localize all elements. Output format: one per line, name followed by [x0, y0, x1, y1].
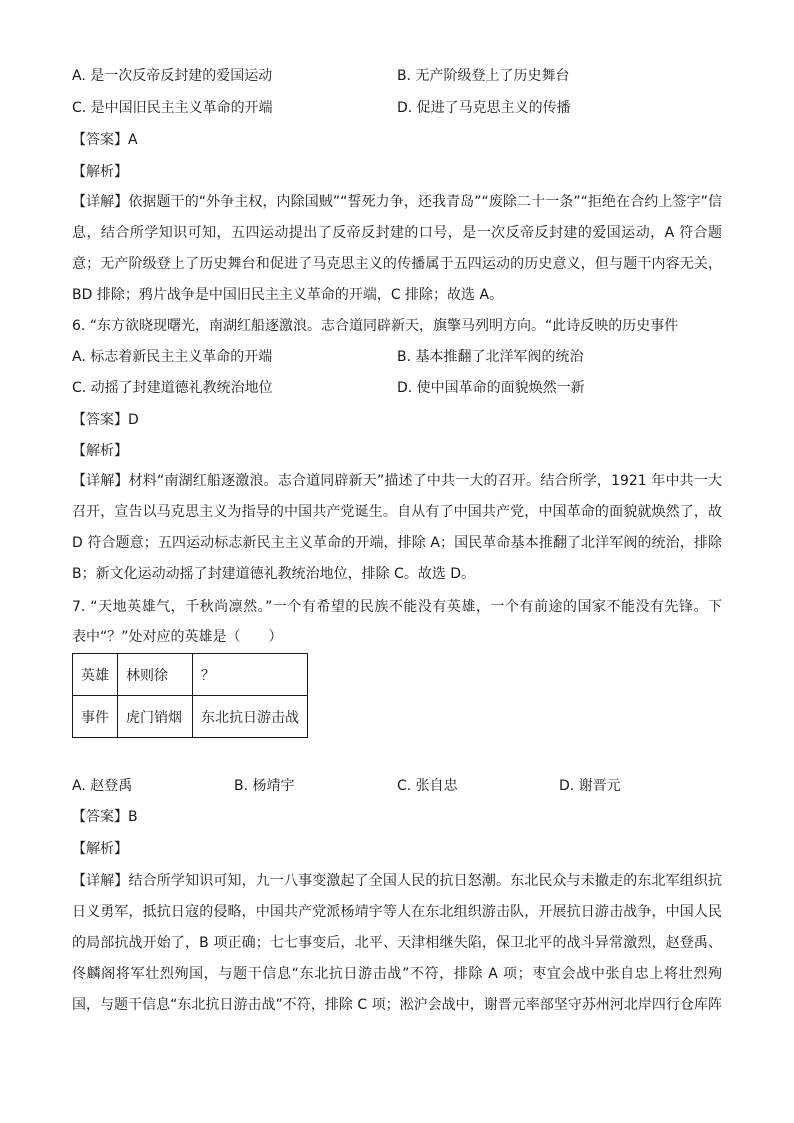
q5-option-d: D. 促进了马克思主义的传播: [397, 100, 571, 116]
q6-detail-line-3: D 符合题意；五四运动标志新民主主义革命的开端，排除 A；国民革命基本推翻了北洋军阀的统治，排除: [72, 535, 722, 551]
q7-analysis-label: 【解析】: [72, 841, 128, 857]
table-cell: 东北抗日游击战: [193, 696, 308, 738]
table-cell: 虎门销烟: [118, 696, 193, 738]
q5-option-b: B. 无产阶级登上了历史舞台: [397, 68, 570, 84]
q6-analysis-label: 【解析】: [72, 443, 128, 459]
q7-answer: 【答案】B: [72, 809, 138, 825]
table-row: [73, 696, 308, 738]
q7-detail-line-4: 佟麟阁将军壮烈殉国，与题干信息“东北抗日游击战”不符，排除 A 项；枣宜会战中张自忠上将壮烈殉: [72, 966, 722, 982]
table-row: [73, 654, 308, 696]
q6-detail-line-1: 【详解】材料“南湖红船逐激浪。志合道同辟新天”描述了中共一大的召开。结合所学，1921 年中共一大: [72, 473, 722, 489]
q5-detail-line-4: BD 排除；鸦片战争是中国旧民主主义革命的开端，C 排除；故选 A。: [72, 287, 504, 303]
q5-detail-line-1: 【详解】依据题干的“外争主权，内除国贼”“誓死力争，还我青岛”“废除二十一条”“拒绝在合约上签字”信: [72, 194, 722, 210]
table-cell: 英雄: [73, 654, 118, 696]
q6-detail-line-2: 召开，宣告以马克思主义为指导的中国共产党诞生。自从有了中国共产党，中国革命的面貌就焕然了，故: [72, 504, 722, 520]
q6-option-a: A. 标志着新民主主义革命的开端: [72, 349, 273, 365]
q5-answer: 【答案】A: [72, 132, 138, 148]
q6-option-d: D. 使中国革命的面貌焕然一新: [397, 380, 585, 396]
q6-answer: 【答案】D: [72, 412, 139, 428]
q7-stem-line-1: 7. “天地英雄气，千秋尚凛然。”一个有希望的民族不能没有英雄，一个有前途的国家不能没有先锋。下: [72, 599, 722, 615]
q7-detail-line-3: 的局部抗战开始了，B 项正确；七七事变后，北平、天津相继失陷，保卫北平的战斗异常激烈，赵登禹、: [72, 935, 722, 951]
q7-stem-line-2: 表中“？”处对应的英雄是（ ）: [72, 629, 283, 645]
q5-analysis-label: 【解析】: [72, 164, 128, 180]
q7-detail-line-1: 【详解】结合所学知识可知，九一八事变激起了全国人民的抗日怒潮。东北民众与未撤走的东北军组织抗: [72, 873, 722, 889]
q6-stem: 6. “东方欲晓现曙光，南湖红船逐激浪。志合道同辟新天，旗擎马列明方向。“此诗反映的历史事件: [72, 318, 679, 334]
hero-table: [72, 653, 308, 738]
q5-option-c: C. 是中国旧民主主义革命的开端: [72, 100, 273, 116]
q7-detail-line-2: 日义勇军，抵抗日寇的侵略，中国共产党派杨靖宇等人在东北组织游击队，开展抗日游击战争，中国人民: [72, 904, 722, 920]
q5-detail-line-2: 息，结合所学知识可知，五四运动提出了反帝反封建的口号，是一次反帝反封建的爱国运动，A 符合题: [72, 225, 722, 241]
q5-option-a: A. 是一次反帝反封建的爱国运动: [72, 68, 273, 84]
q6-detail-line-4: B；新文化运动动摇了封建道德礼教统治地位，排除 C。故选 D。: [72, 566, 476, 582]
q7-option-d: D. 谢晋元: [559, 778, 621, 794]
q7-option-a: A. 赵登禹: [72, 778, 133, 794]
q7-option-b: B. 杨靖宇: [234, 778, 295, 794]
q7-option-c: C. 张自忠: [397, 778, 458, 794]
q6-option-c: C. 动摇了封建道德礼教统治地位: [72, 380, 273, 396]
table-cell: 林则徐: [118, 654, 193, 696]
q5-detail-line-3: 意；无产阶级登上了历史舞台和促进了马克思主义的传播属于五四运动的历史意义，但与题干内容无关，: [72, 256, 722, 272]
q6-option-b: B. 基本推翻了北洋军阀的统治: [397, 349, 584, 365]
table-cell: ？: [193, 654, 308, 696]
q7-detail-line-5: 国，与题干信息“东北抗日游击战”不符，排除 C 项；淞沪会战中，谢晋元率部坚守苏州河北岸四行仓库阵: [72, 997, 722, 1013]
table-cell: 事件: [73, 696, 118, 738]
